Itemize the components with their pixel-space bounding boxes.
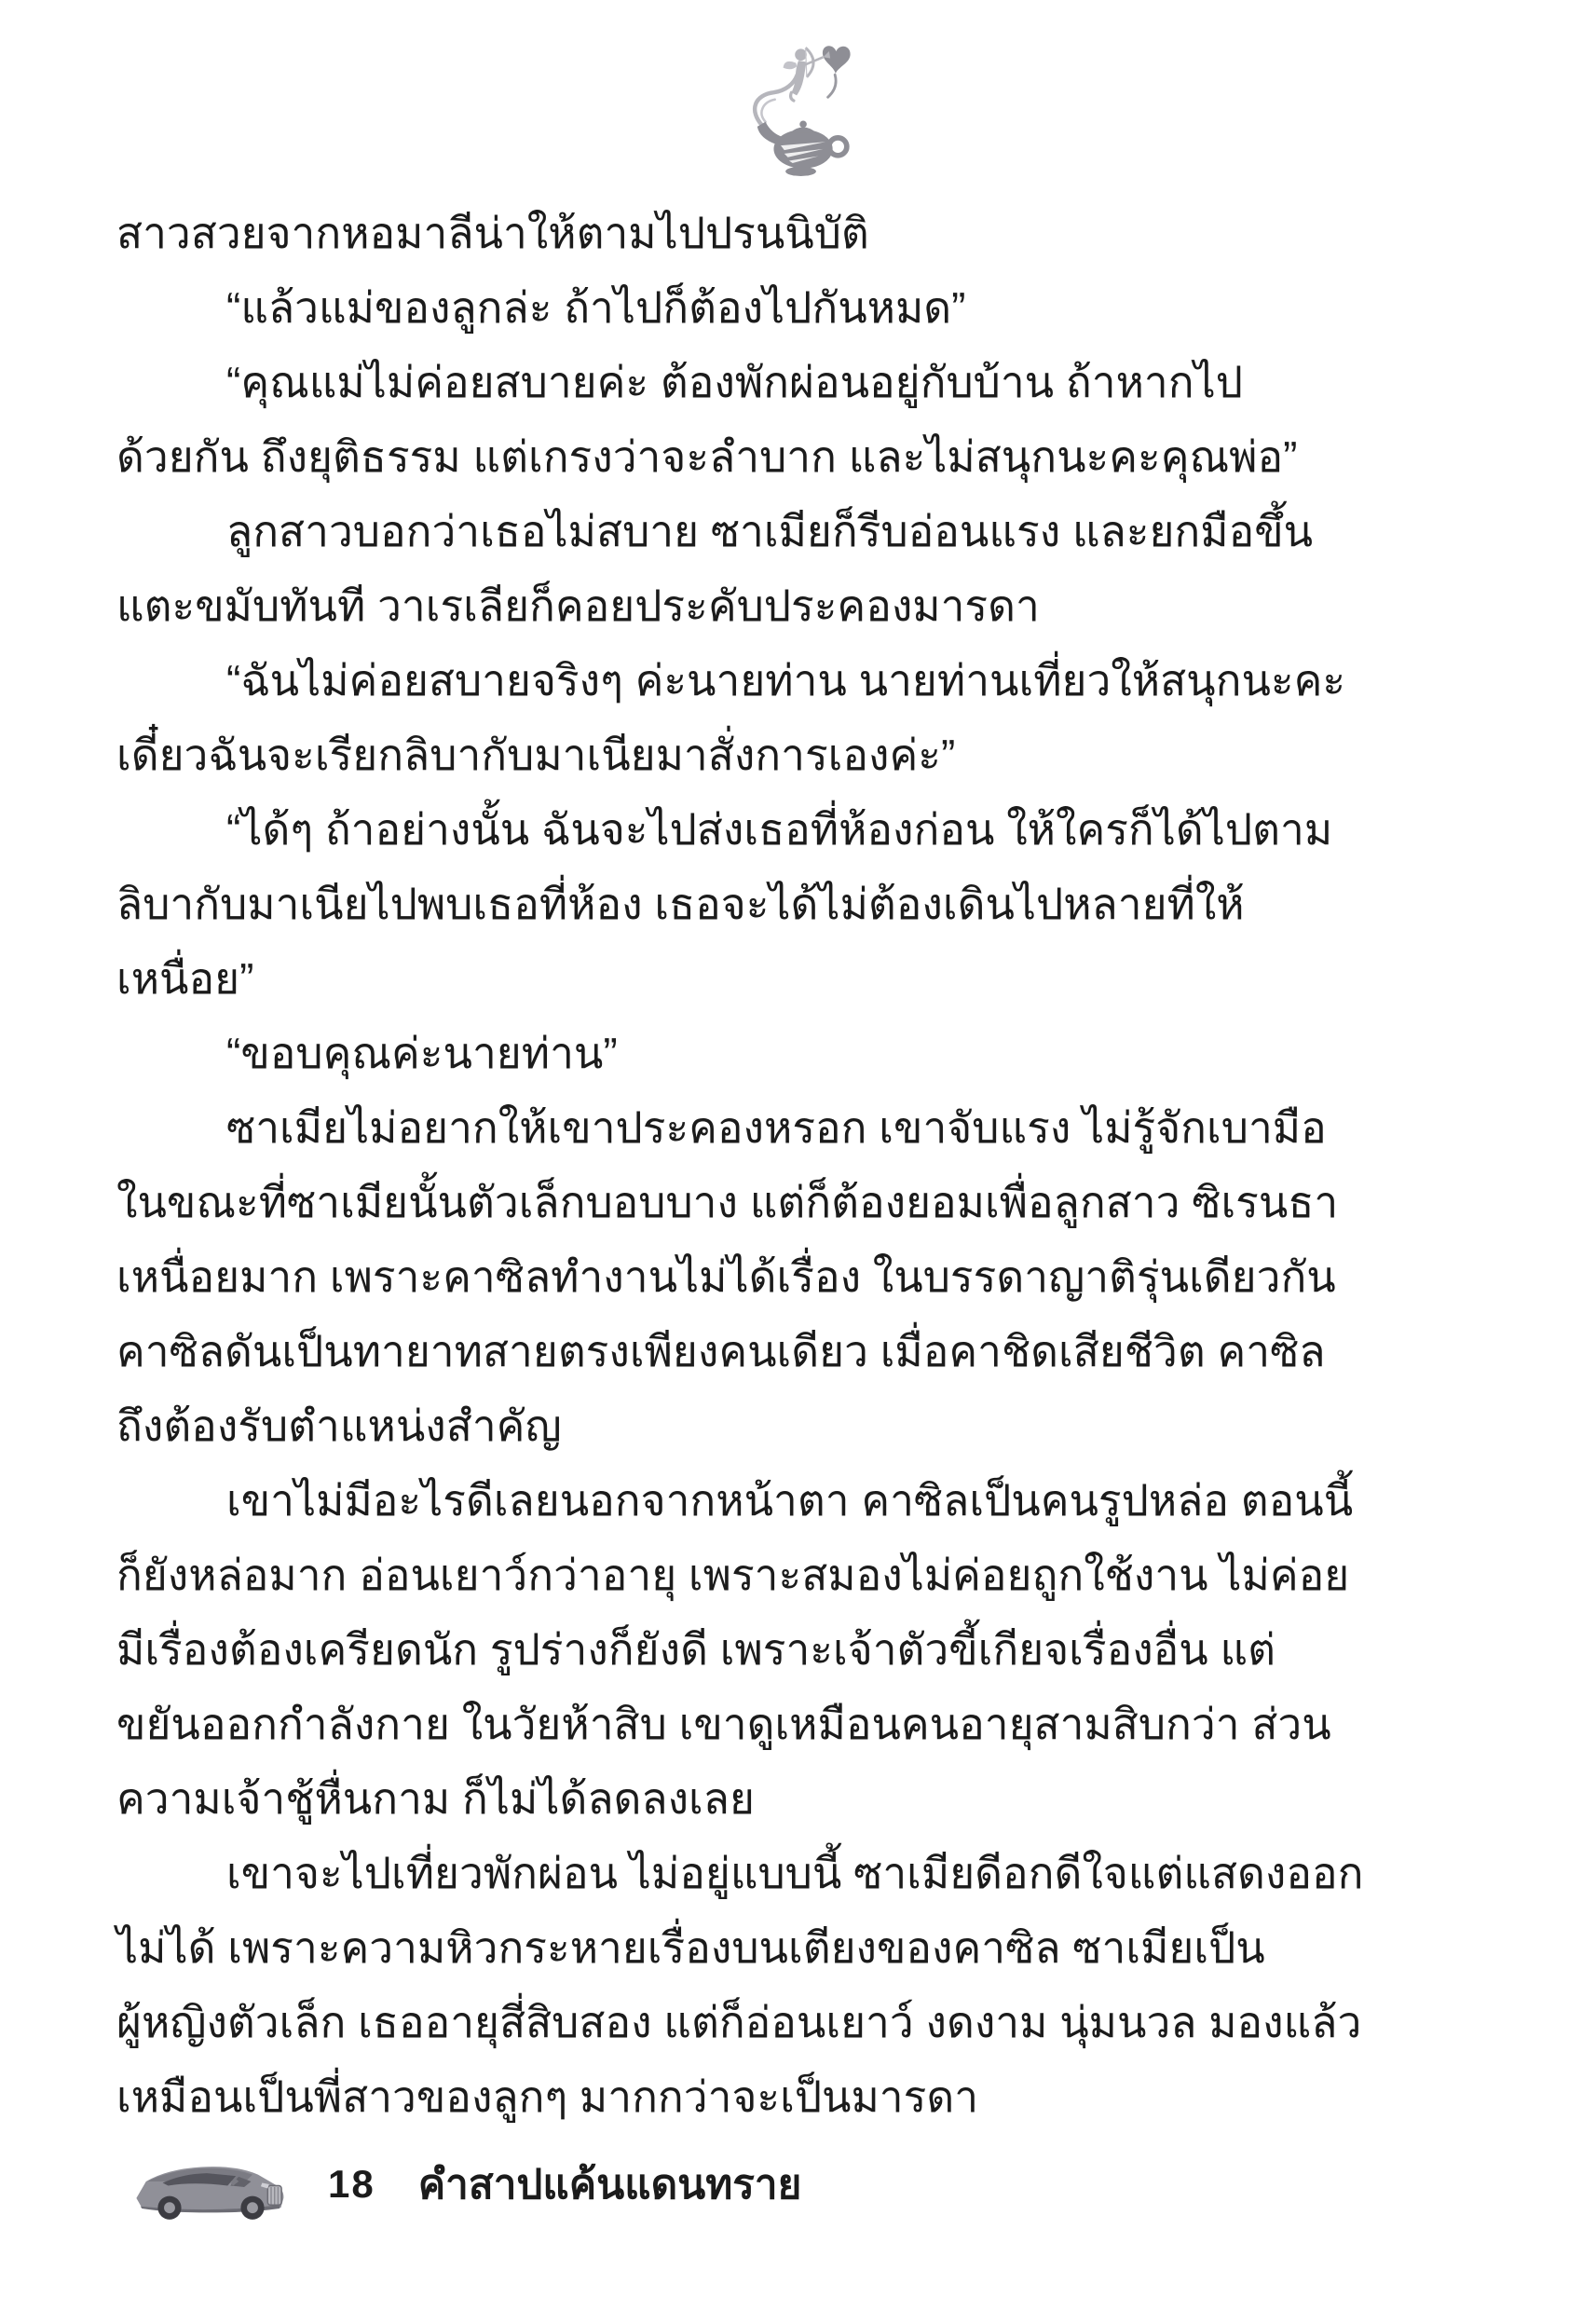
- text-line: ก็ยังหล่อมาก อ่อนเยาว์กว่าอายุ เพราะสมองไม่ค่อยถูกใช้งาน ไม่ค่อย: [116, 1551, 1350, 1599]
- cupid-genie-lamp-ornament-icon: [713, 34, 884, 181]
- text-line: เขาไม่มีอะไรดีเลยนอกจากหน้าตา คาซิลเป็นคนรูปหล่อ ตอนนี้: [226, 1476, 1354, 1525]
- text-line: “ฉันไม่ค่อยสบายจริงๆ ค่ะนายท่าน นายท่านเที่ยวให้สนุกนะคะ: [226, 656, 1346, 704]
- text-line: “แล้วแม่ของลูกล่ะ ถ้าไปก็ต้องไปกันหมด”: [226, 283, 966, 332]
- text-line: เหนื่อยมาก เพราะคาซิลทำงานไม่ได้เรื่อง ในบรรดาญาติรุ่นเดียวกัน: [116, 1252, 1336, 1301]
- text-line: ถึงต้องรับตำแหน่งสำคัญ: [116, 1402, 562, 1450]
- text-line: เขาจะไปเที่ยวพักผ่อน ไม่อยู่แบบนี้ ซาเมียดีอกดีใจแต่แสดงออก: [226, 1849, 1364, 1897]
- text-line: ความเจ้าชู้หื่นกาม ก็ไม่ได้ลดลงเลย: [116, 1774, 755, 1823]
- text-line: เดี๋ยวฉันจะเรียกลิบากับมาเนียมาสั่งการเองค่ะ”: [116, 731, 956, 779]
- text-line: แตะขมับทันที วาเรเลียก็คอยประคับประคองมารดา: [116, 581, 1040, 630]
- text-line: มีเรื่องต้องเครียดนัก รูปร่างก็ยังดี เพราะเจ้าตัวขี้เกียจเรื่องอื่น แต่: [116, 1625, 1276, 1674]
- text-line: “คุณแม่ไม่ค่อยสบายค่ะ ต้องพักผ่อนอยู่กับบ้าน ถ้าหากไป: [226, 358, 1243, 406]
- text-line: ลูกสาวบอกว่าเธอไม่สบาย ซาเมียก็รีบอ่อนแรง และยกมือขึ้น: [226, 507, 1314, 555]
- page-body-text: [116, 196, 1484, 2134]
- text-line: ซาเมียไม่อยากให้เขาประคองหรอก เขาจับแรง ไม่รู้จักเบามือ: [226, 1103, 1327, 1152]
- text-line: สาวสวยจากหอมาลีน่าให้ตามไปปรนนิบัติ: [116, 209, 869, 257]
- text-line: ไม่ได้ เพราะความหิวกระหายเรื่องบนเตียงของคาซิล ซาเมียเป็น: [116, 1923, 1265, 1972]
- text-line: เหนื่อย”: [116, 954, 254, 1003]
- text-line: เหมือนเป็นพี่สาวของลูกๆ มากกว่าจะเป็นมารดา: [116, 2072, 979, 2121]
- text-line: คาซิลดันเป็นทายาทสายตรงเพียงคนเดียว เมื่อคาชิดเสียชีวิต คาซิล: [116, 1327, 1326, 1375]
- text-line: ด้วยกัน ถึงยุติธรรม แต่เกรงว่าจะลำบาก และไม่สนุกนะคะคุณพ่อ”: [116, 432, 1298, 481]
- text-line: ผู้หญิงตัวเล็ก เธออายุสี่สิบสอง แต่ก็อ่อนเยาว์ งดงาม นุ่มนวล มองแล้ว: [116, 1998, 1362, 2046]
- page-number: 18: [328, 2162, 375, 2206]
- text-line: ลิบากับมาเนียไปพบเธอที่ห้อง เธอจะได้ไม่ต้องเดินไปหลายที่ให้: [116, 880, 1245, 928]
- text-line: ในขณะที่ซาเมียนั้นตัวเล็กบอบบาง แต่ก็ต้องยอมเพื่อลูกสาว ซิเรนธา: [116, 1178, 1339, 1226]
- text-line: ขยันออกกำลังกาย ในวัยห้าสิบ เขาดูเหมือนคนอายุสามสิบกว่า ส่วน: [116, 1700, 1331, 1748]
- book-title: คำสาปแค้นแดนทราย: [417, 2162, 802, 2208]
- sedan-car-icon: [127, 2141, 293, 2227]
- page-footer: [127, 2138, 801, 2231]
- text-line: “ได้ๆ ถ้าอย่างนั้น ฉันจะไปส่งเธอที่ห้องก่อน ให้ใครก็ได้ไปตาม: [226, 805, 1333, 854]
- text-line: “ขอบคุณค่ะนายท่าน”: [226, 1029, 618, 1077]
